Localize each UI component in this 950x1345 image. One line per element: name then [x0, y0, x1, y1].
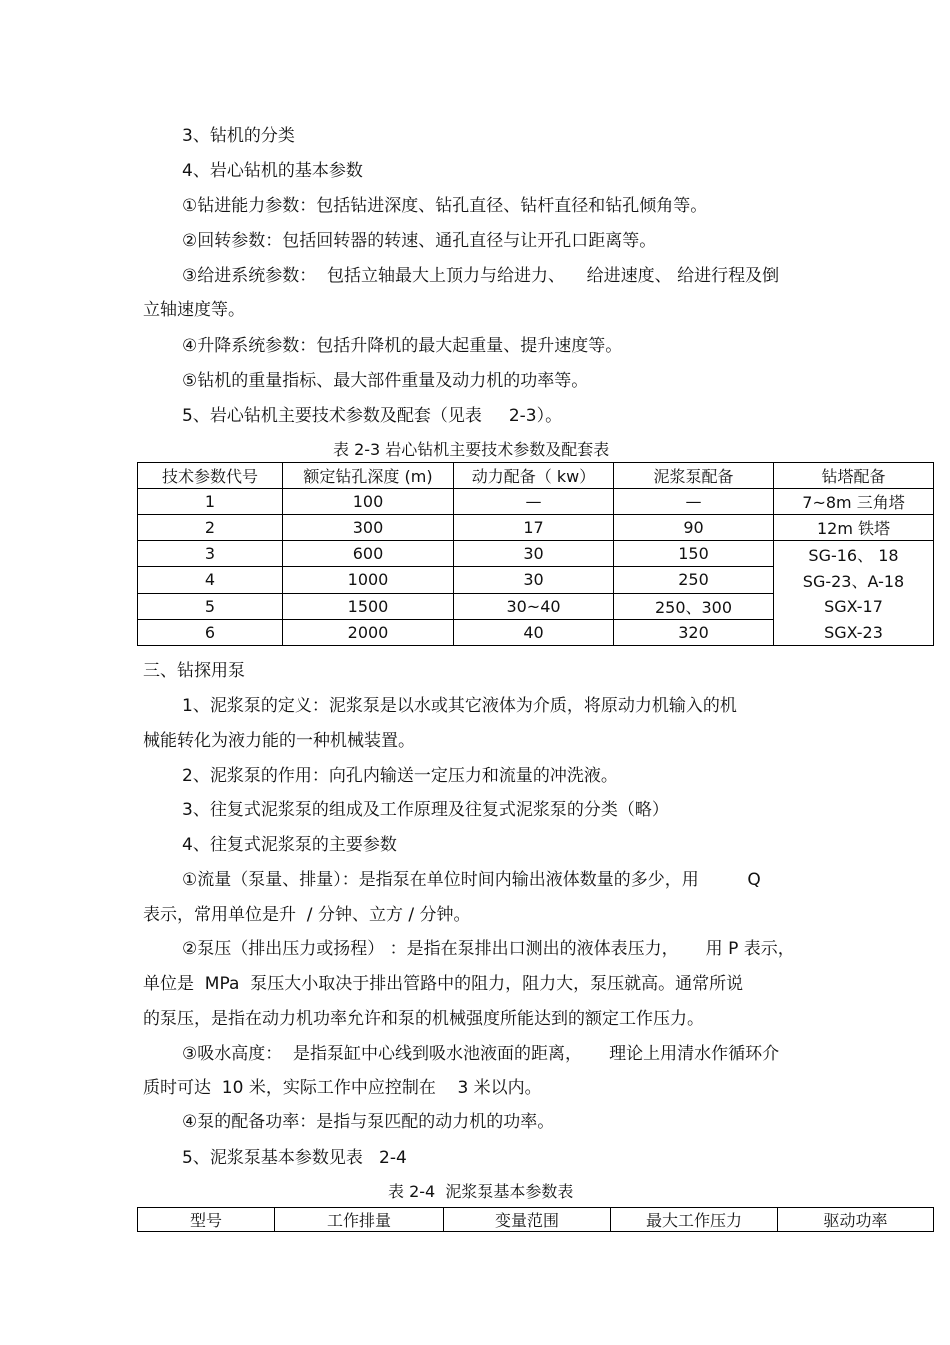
rig-model: SG-16、 18 — [808, 546, 899, 565]
table-cell: 2 — [138, 515, 283, 541]
header-cell: 动力配备（ kw） — [454, 463, 614, 489]
header-cell: 型号 — [138, 1208, 275, 1232]
para-line: 1、泥浆泵的定义：泥浆泵是以水或其它液体为介质，将原动力机输入的机 — [182, 696, 737, 716]
table-cell: 1500 — [283, 593, 454, 619]
table-caption: 表 2-3 岩心钻机主要技术参数及配套表 — [333, 440, 610, 459]
rig-model: SGX-17 — [824, 597, 883, 616]
table-cell: 1000 — [283, 567, 454, 593]
rig-model: SGX-23 — [824, 622, 883, 642]
para-line: ②泵压（排出压力或扬程） ：是指在泵排出口测出的液体表压力， 用 P 表示， — [182, 939, 795, 959]
header-cell: 驱动功率 — [778, 1208, 934, 1232]
header-cell: 工作排量 — [275, 1208, 444, 1232]
header-cell: 泥浆泵配备 — [614, 463, 774, 489]
table-cell: 12m 铁塔 — [774, 515, 934, 541]
para-line: 立轴速度等。 — [143, 300, 245, 320]
header-cell: 技术参数代号 — [138, 463, 283, 489]
table-cell: — — [614, 489, 774, 515]
header-cell: 钻塔配备 — [774, 463, 934, 489]
para-line: 2、泥浆泵的作用：向孔内输送一定压力和流量的冲洗液。 — [182, 766, 618, 786]
para-line: 4、往复式泥浆泵的主要参数 — [182, 835, 397, 855]
table-cell: 150 — [614, 541, 774, 567]
header-cell: 最大工作压力 — [611, 1208, 778, 1232]
header-cell: 额定钻孔深度 (m) — [283, 463, 454, 489]
para-line: 3、往复式泥浆泵的组成及工作原理及往复式泥浆泵的分类（略） — [182, 800, 669, 820]
table-cell: 30 — [454, 567, 614, 593]
para-line: ③给进系统参数： 包括立轴最大上顶力与给进力、 给进速度、 给进行程及倒 — [182, 266, 780, 286]
table-cell: 30~40 — [454, 593, 614, 619]
table-header-row — [138, 463, 934, 489]
table-cell: 6 — [138, 619, 283, 645]
table-row — [138, 489, 934, 515]
para-line: ④泵的配备功率：是指与泵匹配的动力机的功率。 — [182, 1112, 555, 1132]
para-line: ③吸水高度： 是指泵缸中心线到吸水池液面的距离， 理论上用清水作循环介 — [182, 1044, 780, 1064]
table-cell: 90 — [614, 515, 774, 541]
para-line: 4、岩心钻机的基本参数 — [182, 161, 363, 181]
para-line: ①流量（泵量、排量）：是指泵在单位时间内输出液体数量的多少，用 Q — [182, 870, 761, 890]
table-cell: 40 — [454, 619, 614, 645]
header-cell: 变量范围 — [444, 1208, 611, 1232]
table-cell: 17 — [454, 515, 614, 541]
para-line: ②回转参数：包括回转器的转速、通孔直径与让开孔口距离等。 — [182, 231, 657, 251]
para-line: 械能转化为液力能的一种机械装置。 — [143, 731, 415, 751]
para-line: 单位是 MPa 泵压大小取决于排出管路中的阻力，阻力大，泵压就高。通常所说 — [143, 974, 744, 994]
table-cell: 100 — [283, 489, 454, 515]
para-line: ④升降系统参数：包括升降机的最大起重量、提升速度等。 — [182, 336, 623, 356]
table-cell: 4 — [138, 567, 283, 593]
para-line: 3、钻机的分类 — [182, 126, 295, 146]
table-cell: 2000 — [283, 619, 454, 645]
table-cell: 250 — [614, 567, 774, 593]
para-line: 质时可达 10 米，实际工作中应控制在 3 米以内。 — [143, 1078, 542, 1098]
rig-model: SG-23、A-18 — [802, 571, 905, 591]
para-line: ①钻进能力参数：包括钻进深度、钻孔直径、钻杆直径和钻孔倾角等。 — [182, 196, 708, 216]
para-line: 5、泥浆泵基本参数见表 2-4 — [182, 1148, 407, 1168]
para-line: 表示，常用单位是升 / 分钟、立方 / 分钟。 — [143, 905, 471, 925]
table-cell: 7~8m 三角塔 — [774, 489, 934, 515]
table-cell: 300 — [283, 515, 454, 541]
para-line: 的泵压，是指在动力机功率允许和泵的机械强度所能达到的额定工作压力。 — [143, 1009, 704, 1029]
table-cell: 5 — [138, 593, 283, 619]
para-line: 5、岩心钻机主要技术参数及配套（见表 2-3）。 — [182, 406, 563, 426]
table-cell: 320 — [614, 619, 774, 645]
table-header-row — [138, 1208, 934, 1232]
table-caption: 表 2-4 泥浆泵基本参数表 — [388, 1182, 574, 1201]
table-cell: 3 — [138, 541, 283, 567]
table-row — [138, 541, 934, 567]
table-cell: 1 — [138, 489, 283, 515]
table-cell: — — [454, 489, 614, 515]
rig-parameters-table — [137, 462, 934, 646]
table-cell: 600 — [283, 541, 454, 567]
section-heading: 三、钻探用泵 — [143, 661, 245, 681]
table-row — [138, 515, 934, 541]
table-cell: 250、300 — [614, 593, 774, 619]
table-cell: 30 — [454, 541, 614, 567]
rig-merged-cell — [774, 541, 934, 646]
para-line: ⑤钻机的重量指标、最大部件重量及动力机的功率等。 — [182, 371, 589, 391]
pump-parameters-table — [137, 1207, 934, 1232]
